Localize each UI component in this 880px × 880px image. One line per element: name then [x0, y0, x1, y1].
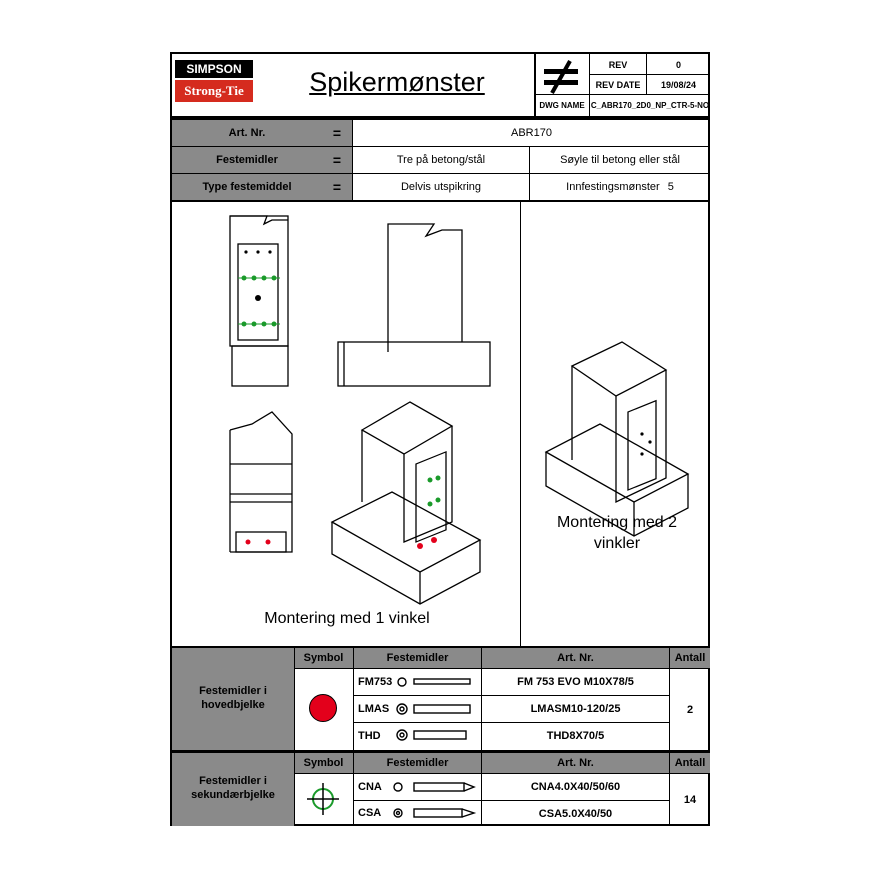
- nail-screw-icons: [388, 774, 478, 826]
- caption-two-angles-line1: Montering med 2: [556, 514, 678, 531]
- table1-col-art: Art. Nr.: [557, 652, 594, 664]
- equals-sign: =: [332, 125, 342, 141]
- logo-text-bottom: Strong-Tie: [184, 83, 244, 98]
- type-right-number: 5: [667, 181, 674, 193]
- table1-col-festemidler: Festemidler: [386, 652, 449, 664]
- strong-tie-logo: [175, 80, 253, 102]
- anchor-bolt-icons: [394, 669, 480, 749]
- table1-row-art: FM 753 EVO M10X78/5: [517, 676, 634, 688]
- table2-col-symbol: Symbol: [303, 757, 344, 769]
- equals-sign: =: [332, 179, 342, 195]
- table2-group-label-1: Festemidler i: [199, 775, 267, 787]
- festemidler-right: Søyle til betong eller stål: [560, 154, 680, 166]
- table2-row-art: CSA5.0X40/50: [538, 807, 613, 820]
- rev-value: 0: [675, 59, 681, 70]
- table2-group-label-2: sekundærbjelke: [191, 789, 275, 801]
- table2-col-festemidler: Festemidler: [386, 757, 449, 769]
- caption-one-angle: Montering med 1 vinkel: [264, 610, 430, 627]
- simpson-logo: [175, 60, 253, 78]
- table2-col-antall: Antall: [674, 757, 706, 769]
- table1-group-label-2: hovedbjelke: [201, 699, 265, 711]
- type-right-label: Innfestingsmønster: [566, 181, 660, 193]
- crosshair-symbol-icon: [306, 782, 340, 816]
- art-nr-label: Art. Nr.: [228, 127, 266, 139]
- red-dot-symbol-icon: [309, 694, 337, 722]
- front-view-drawing: [230, 216, 288, 386]
- table1-antall: 2: [686, 703, 694, 716]
- table1-col-antall: Antall: [674, 652, 706, 664]
- dwg-name-value: C_ABR170_2D0_NP_CTR-5-NO: [590, 100, 710, 110]
- logo-text-top: SIMPSON: [186, 62, 242, 76]
- nail-pattern-marks: [238, 250, 652, 549]
- festemidler-label: Festemidler: [216, 154, 278, 166]
- iso-view-one-angle: [332, 402, 480, 604]
- drawing-sheet: [170, 52, 710, 826]
- rev-label: REV: [608, 59, 628, 70]
- type-right: [530, 174, 710, 200]
- table1-row-art: LMASM10-120/25: [530, 703, 621, 715]
- festemidler-left: Tre på betong/stål: [396, 154, 486, 166]
- section-view-drawing: [230, 412, 292, 552]
- art-nr-value: ABR170: [511, 127, 552, 139]
- table2-row-art: CNA4.0X40/50/60: [530, 781, 621, 793]
- table1-row-name: THD: [358, 730, 381, 742]
- table1-row-name: FM753: [358, 676, 393, 688]
- table1-col-symbol: Symbol: [303, 652, 344, 664]
- table2-row-name: CNA: [358, 781, 382, 793]
- table1-group-label-1: Festemidler i: [199, 685, 267, 697]
- side-view-drawing: [338, 224, 490, 386]
- caption-two-angles-line2: vinkler: [593, 535, 641, 552]
- technical-drawings: [172, 202, 710, 646]
- table1-row-art: THD8X70/5: [546, 730, 605, 742]
- table2-col-art: Art. Nr.: [557, 757, 594, 769]
- table2-antall: 14: [683, 794, 697, 806]
- rev-date-label: REV DATE: [595, 79, 641, 90]
- type-left: Delvis utspikring: [400, 181, 482, 193]
- page-title: Spikermønster: [309, 66, 485, 97]
- equals-sign: =: [332, 152, 342, 168]
- dwg-name-label: DWG NAME: [539, 100, 585, 110]
- table2-row-name: CSA: [358, 807, 382, 819]
- type-label: Type festemiddel: [202, 181, 292, 193]
- iso-view-two-angles: [546, 342, 688, 536]
- not-equal-icon: [538, 58, 584, 96]
- rev-date-value: 19/08/24: [660, 79, 697, 90]
- table1-row-name: LMAS: [358, 703, 390, 715]
